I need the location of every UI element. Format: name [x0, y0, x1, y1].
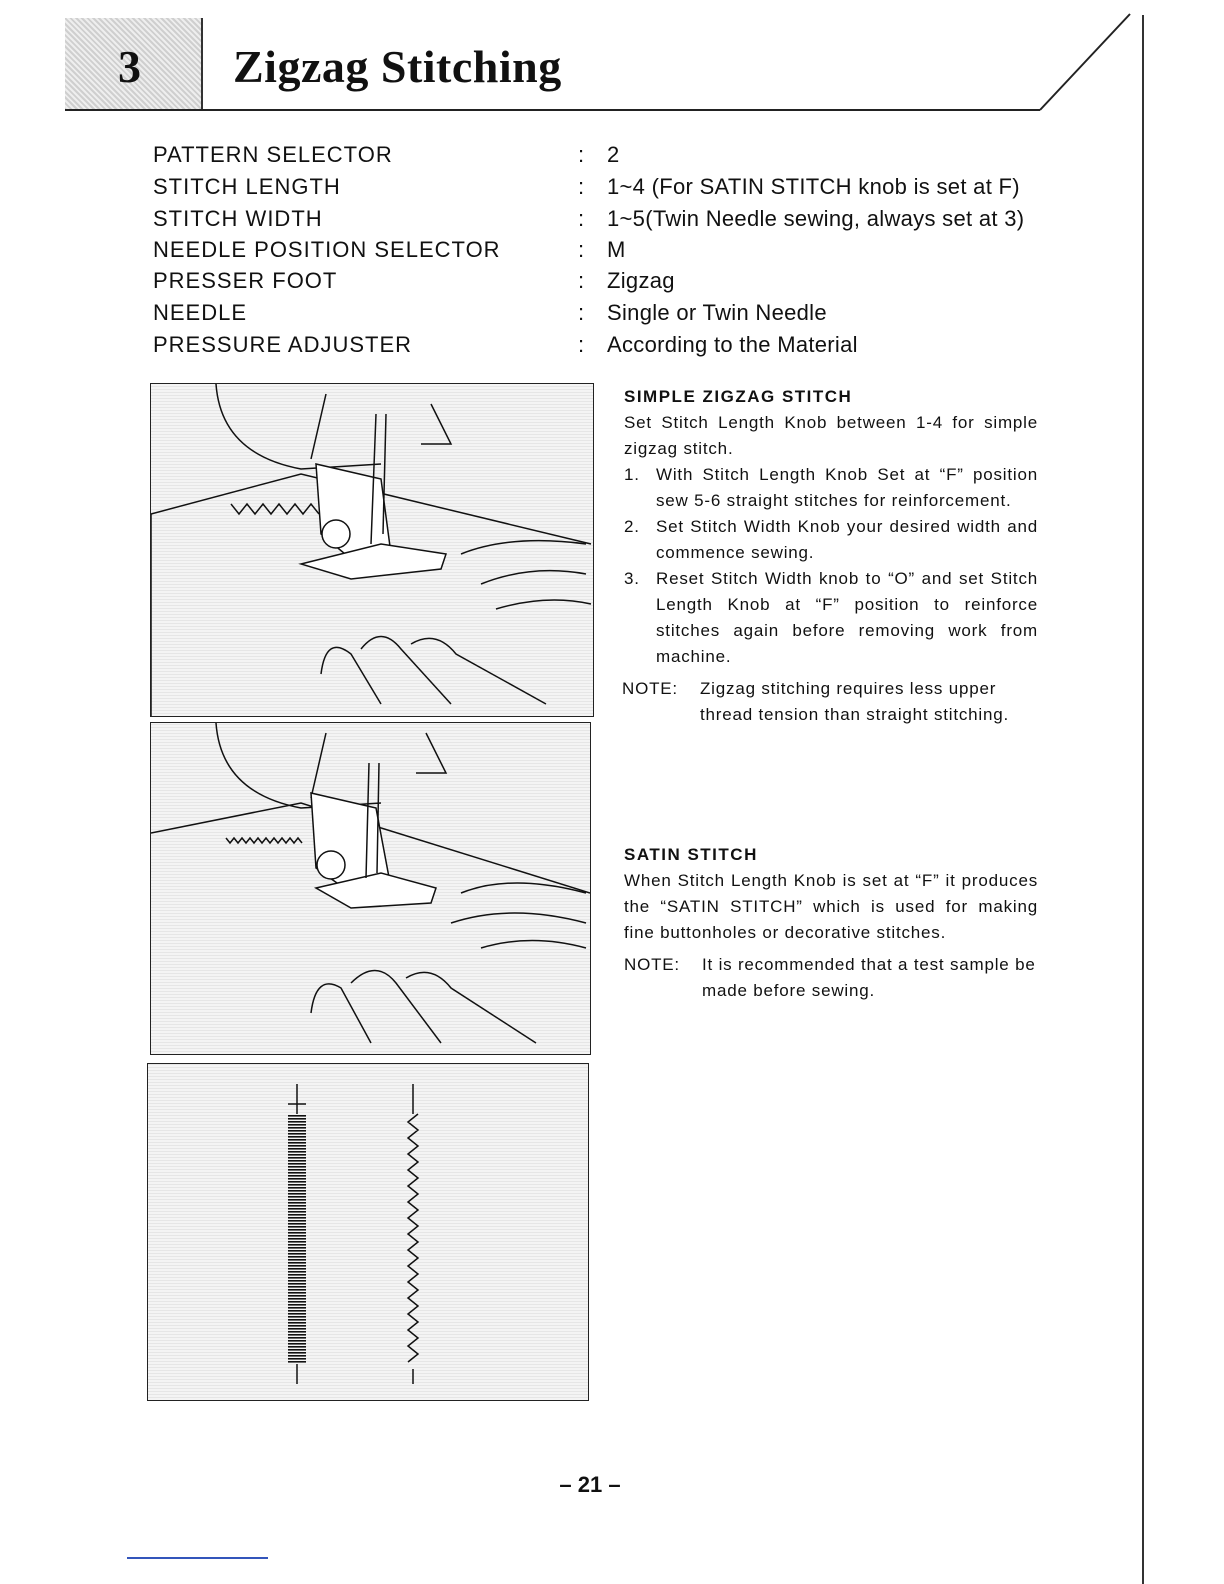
colon: :: [578, 237, 586, 262]
step-number: 2.: [624, 517, 640, 536]
step-number: 1.: [624, 465, 640, 484]
step-text: Reset Stitch Width knob to “O” and set Stitch Length Knob at “F” position to reinforce stitches again before removing work from machine.: [656, 569, 1038, 666]
colon: :: [578, 142, 586, 167]
chapter-number: 3: [118, 41, 141, 92]
spec-label: STITCH WIDTH: [153, 206, 323, 231]
page-edge-line: [1142, 15, 1144, 1584]
step-text: With Stitch Length Knob Set at “F” position sew 5-6 straight stitches for reinforcement.: [656, 465, 1038, 510]
spec-row: [153, 300, 827, 326]
spec-value: M: [607, 237, 626, 262]
note-text: Zigzag stitching requires less upper thread tension than straight stitching.: [700, 679, 1010, 724]
page-number: – 21 –: [559, 1472, 621, 1497]
intro-text: Set Stitch Length Knob between 1-4 for simple zigzag stitch.: [624, 413, 1038, 458]
spec-row: [153, 237, 626, 263]
spec-value: 2: [607, 142, 620, 167]
spec-row: [153, 174, 1020, 200]
spec-value: Zigzag: [607, 268, 675, 293]
satin-stitch-column: [148, 1064, 588, 1400]
section-heading: SATIN STITCH: [624, 845, 758, 864]
spec-label: PRESSURE ADJUSTER: [153, 332, 413, 357]
colon: :: [578, 332, 586, 357]
colon: :: [578, 268, 586, 293]
illustration-stitch-samples: [147, 1063, 589, 1401]
colon: :: [578, 174, 586, 199]
spec-label: NEEDLE POSITION SELECTOR: [153, 237, 501, 262]
spec-row: [153, 142, 620, 168]
satin-text: When Stitch Length Knob is set at “F” it produces the “SATIN STITCH” which is used for making fine buttonholes or decorative stitches.: [624, 871, 1038, 942]
spec-value: Single or Twin Needle: [607, 300, 827, 325]
spec-label: PRESSER FOOT: [153, 268, 338, 293]
step-item: [624, 566, 1038, 670]
spec-label: STITCH LENGTH: [153, 174, 341, 199]
step-item: [624, 514, 1038, 566]
header-rule: [65, 109, 1040, 111]
simple-zigzag-section: [624, 384, 1038, 728]
note-label: NOTE:: [624, 955, 680, 974]
header-diagonal: [1030, 10, 1140, 114]
spec-label: PATTERN SELECTOR: [153, 142, 393, 167]
illustration-satin-stitch-sewing: [150, 722, 591, 1055]
spec-value: 1~4 (For SATIN STITCH knob is set at F): [607, 174, 1020, 199]
spec-row: [153, 206, 1025, 232]
note: [622, 676, 1038, 728]
section-heading: SIMPLE ZIGZAG STITCH: [624, 387, 853, 406]
spec-label: NEEDLE: [153, 300, 248, 325]
scan-mark: [127, 1557, 268, 1559]
note-text: It is recommended that a test sample be made before sewing.: [702, 955, 1036, 1000]
step-item: [624, 462, 1038, 514]
colon: :: [578, 300, 586, 325]
colon: :: [578, 206, 586, 231]
spec-value: 1~5(Twin Needle sewing, always set at 3): [607, 206, 1025, 231]
spec-row: [153, 332, 858, 358]
note: [624, 952, 1038, 1004]
satin-stitch-section: [624, 842, 1038, 1004]
page-title: Zigzag Stitching: [233, 41, 562, 92]
step-number: 3.: [624, 569, 640, 588]
note-label: NOTE:: [622, 679, 678, 698]
step-text: Set Stitch Width Knob your desired width and commence sewing.: [656, 517, 1038, 562]
spec-value: According to the Material: [607, 332, 858, 357]
spec-row: [153, 268, 675, 294]
illustration-simple-zigzag-sewing: [150, 383, 594, 717]
